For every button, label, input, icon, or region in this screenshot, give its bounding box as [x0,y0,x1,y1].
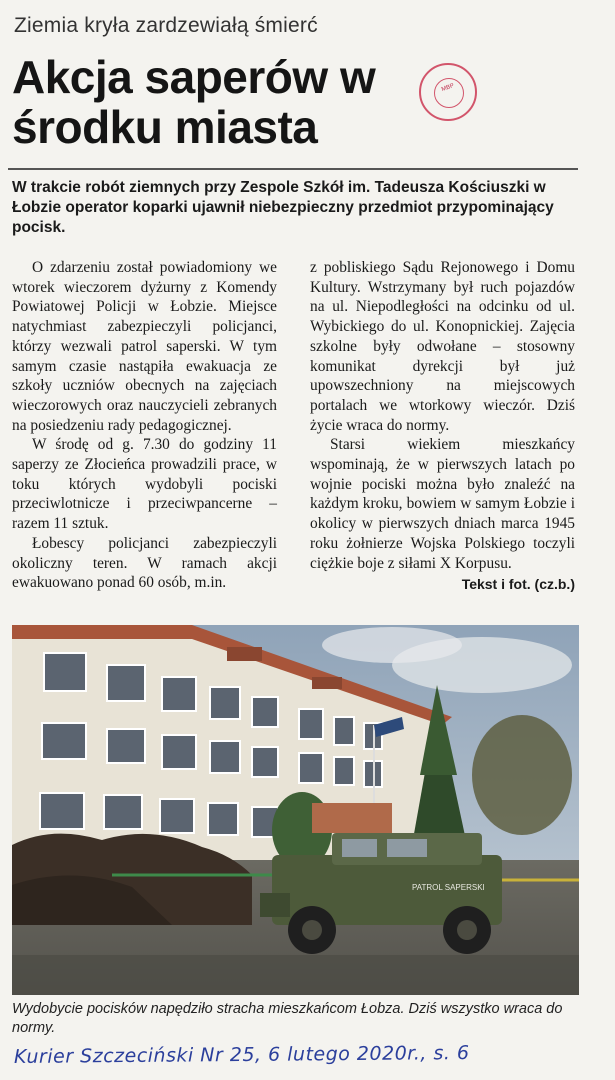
paragraph: W środę od g. 7.30 do godziny 11 saperzy ze Złocieńca prowadzili prace, w toku których wydobyli pociski przeciwlotnicze i przeciwpancerne – razem 11 sztuk. [12,436,277,533]
photo-caption: Wydobycie pocisków napędziło stracha mieszkańcom Łobza. Dziś wszystko wraca do normy. [12,1001,563,1036]
article-photo [12,625,579,995]
paragraph: Starsi wiekiem mieszkańcy wspominają, że w pierwszych latach po wojnie pociski można było znaleźć na każdym kroku, bowiem w samym Łobzie i okolicy w pierwszych dniach marca 1945 roku żołnierze Wojska Polskiego toczyli ciężkie boje z siłami X Korpusu. [310,436,575,572]
title-divider [8,168,578,170]
article-title: Akcja saperów w środku miasta [12,51,376,153]
paragraph: z pobliskiego Sądu Rejonowego i Domu Kultury. Wstrzymany był ruch pojazdów na ul. Niepodległości na odcinku od ul. Wybickiego do ul. Konopnickiej. Zajęcia szkolne były odwołane – stosowny komunikat dyrekcji był już upowszechniony na miejscowych portalach we wtorkowy wieczór. Dziś życie wraca do normy. [310,259,575,434]
article-kicker: Ziemia kryła zardzewiałą śmierć [14,14,318,37]
paragraph: O zdarzeniu został powiadomiony we wtorek wieczorem dyżurny z Komendy Powiatowej Policji w Łobzie. Miejsce natychmiast zabezpieczyli policjanci, którzy wezwali patrol saperski. W tym samym czasie nastąpiła ewakuacja ze szkoły uczniów obecnych na zajęciach wieczorowych oraz nauczycieli zebranych na posiedzeniu rady pedagogicznej. [12,259,277,434]
article-column-2 [310,258,575,595]
article-column-1 [12,258,277,593]
article-credit: Tekst i fot. (cz.b.) [461,576,575,593]
library-stamp: MBP [419,63,477,121]
paragraph: Łobescy policjanci zabezpieczyli okoliczny teren. W ramach akcji ewakuowano ponad 60 osób, m.in. [12,534,277,592]
article-lead: W trakcie robót ziemnych przy Zespole Szkół im. Tadeusza Kościuszki w Łobzie operator koparki ujawnił niebezpieczny przedmiot przypominający pocisk. [12,179,554,236]
handwritten-source-note: Kurier Szczeciński Nr 25, 6 lutego 2020r., s. 6 [13,1042,470,1068]
vehicle-label: PATROL SAPERSKI [412,883,485,892]
